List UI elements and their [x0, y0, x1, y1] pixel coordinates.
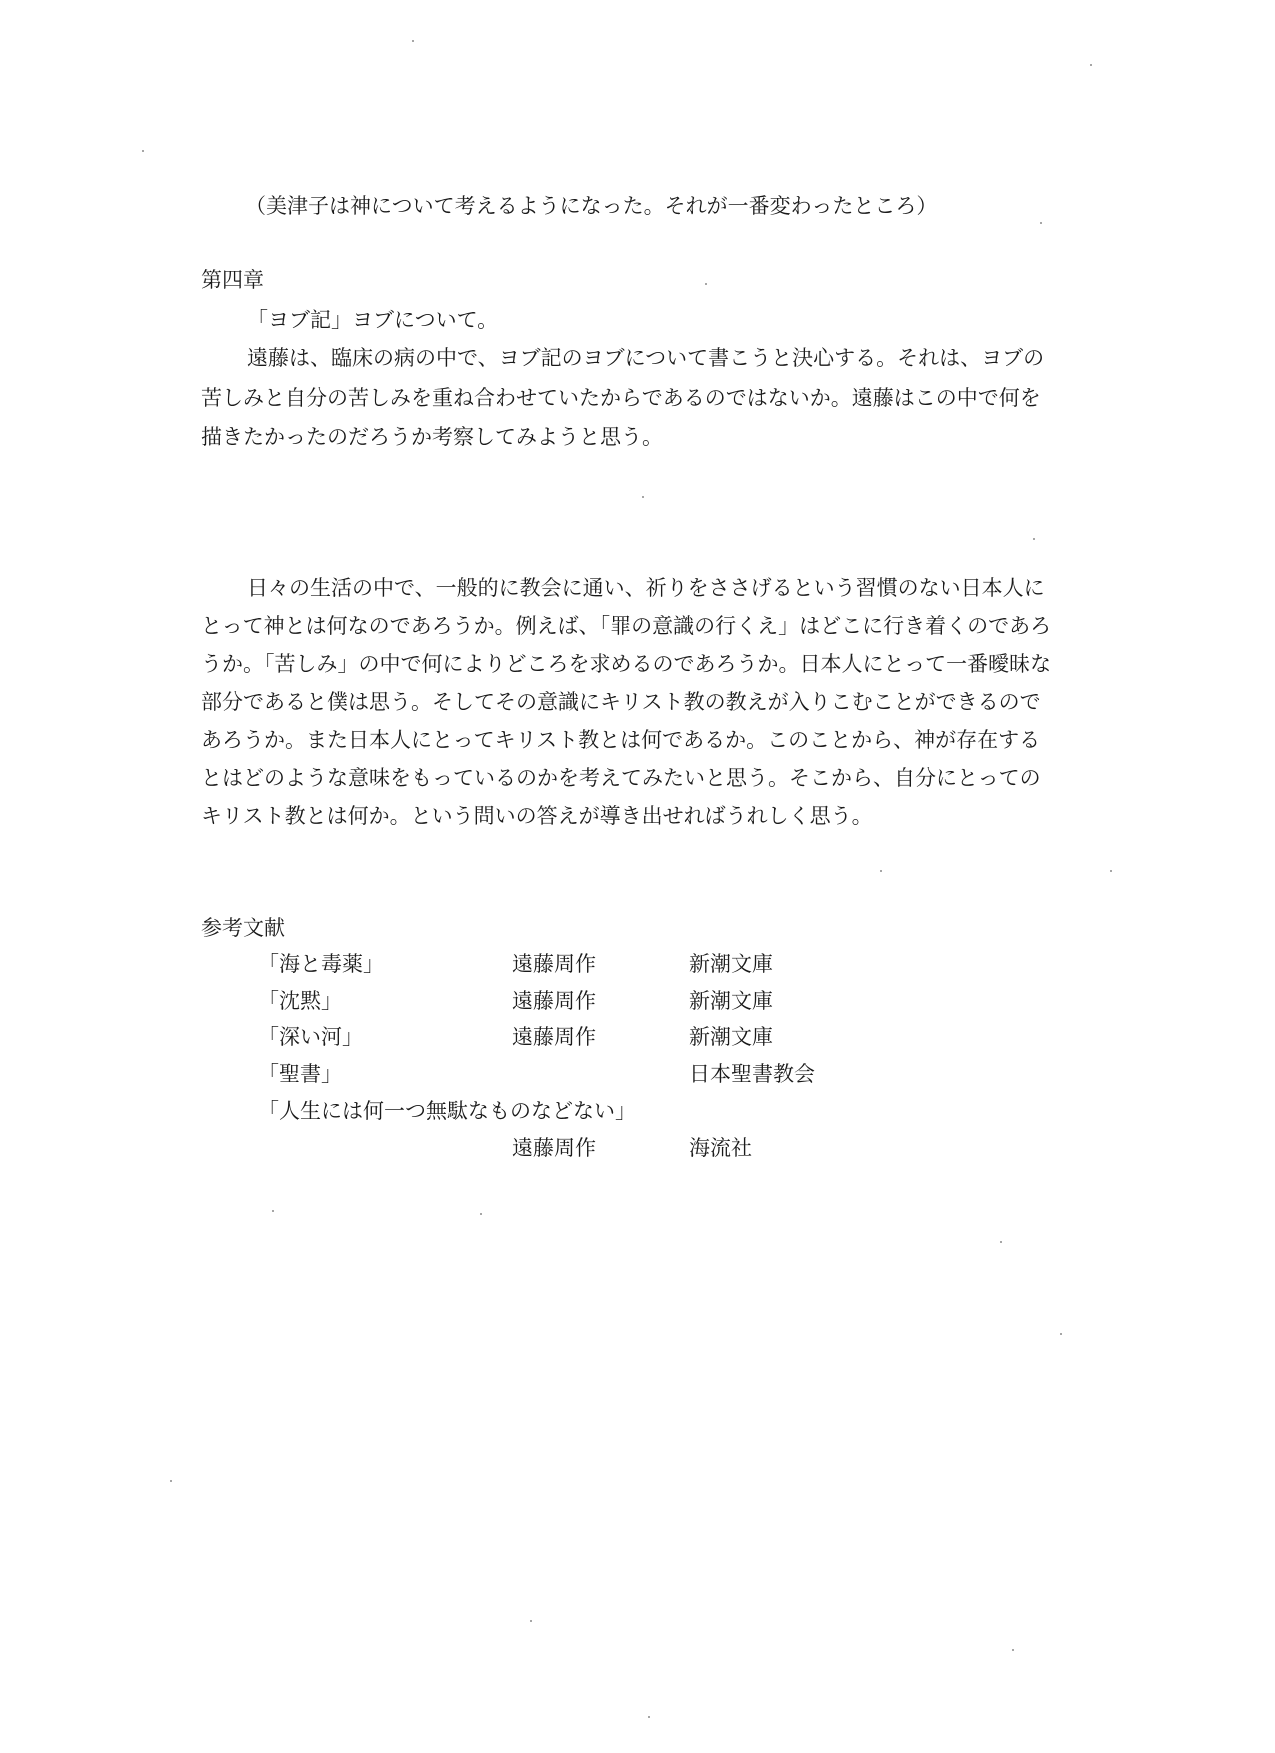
chapter-paragraph-line: 遠藤は、臨床の病の中で、ヨブ記のヨブについて書こうと決心する。それは、ヨブの [247, 346, 1045, 370]
reference-publisher: 海流社 [689, 1136, 752, 1160]
quote-line: （美津子は神について考えるようになった。それが一番変わったところ） [245, 194, 938, 218]
reference-title: 「人生には何一つ無駄なものなどない」 [258, 1099, 636, 1123]
reference-author: 遠藤周作 [512, 952, 596, 976]
scan-speck [1060, 1333, 1062, 1335]
essay-paragraph-line: 日々の生活の中で、一般的に教会に通い、祈りをささげるという習慣のない日本人に [247, 576, 1045, 600]
scan-speck [272, 1210, 274, 1212]
reference-title: 「沈黙」 [258, 989, 342, 1013]
chapter-title: 第四章 [201, 268, 264, 292]
scan-speck [1040, 222, 1042, 224]
scan-speck [530, 1620, 532, 1622]
reference-author: 遠藤周作 [512, 1136, 596, 1160]
scan-speck [480, 1213, 482, 1215]
references-heading: 参考文献 [201, 916, 285, 940]
reference-publisher: 新潮文庫 [689, 1025, 773, 1049]
reference-author: 遠藤周作 [512, 989, 596, 1013]
scan-speck [705, 283, 707, 285]
essay-paragraph-line: うか。「苦しみ」の中で何によりどころを求めるのであろうか。日本人にとって一番曖昧な [201, 652, 1052, 676]
essay-paragraph-line: キリスト教とは何か。という問いの答えが導き出せればうれしく思う。 [201, 804, 873, 828]
scan-speck [1090, 64, 1092, 66]
scan-speck [1012, 1649, 1014, 1651]
reference-title: 「深い河」 [258, 1025, 363, 1049]
scan-speck [880, 870, 882, 872]
scan-speck [412, 40, 414, 42]
scan-speck [1033, 538, 1035, 540]
reference-publisher: 新潮文庫 [689, 989, 773, 1013]
scan-speck [1000, 1241, 1002, 1243]
essay-paragraph-line: とはどのような意味をもっているのかを考えてみたいと思う。そこから、自分にとっての [201, 766, 1041, 790]
reference-publisher: 新潮文庫 [689, 952, 773, 976]
scan-speck [642, 496, 644, 498]
reference-title: 「聖書」 [258, 1062, 342, 1086]
essay-paragraph-line: 部分であると僕は思う。そしてその意識にキリスト教の教えが入りこむことができるので [201, 690, 1041, 714]
reference-title: 「海と毒薬」 [258, 952, 384, 976]
chapter-paragraph-line: 苦しみと自分の苦しみを重ね合わせていたからであるのではないか。遠藤はこの中で何を [201, 386, 1041, 410]
reference-publisher: 日本聖書教会 [689, 1062, 815, 1086]
chapter-paragraph-line: 描きたかったのだろうか考察してみようと思う。 [201, 425, 663, 449]
reference-author: 遠藤周作 [512, 1025, 596, 1049]
essay-paragraph-line: あろうか。また日本人にとってキリスト教とは何であるか。このことから、神が存在する [201, 728, 1041, 752]
scan-speck [1110, 870, 1112, 872]
essay-paragraph-line: とって神とは何なのであろうか。例えば、「罪の意識の行くえ」はどこに行き着くのであろ [201, 614, 1052, 638]
scan-speck [648, 1716, 650, 1718]
scan-speck [142, 150, 144, 152]
scan-speck [170, 1480, 172, 1482]
chapter-subtitle: 「ヨブ記」ヨブについて。 [247, 308, 499, 332]
